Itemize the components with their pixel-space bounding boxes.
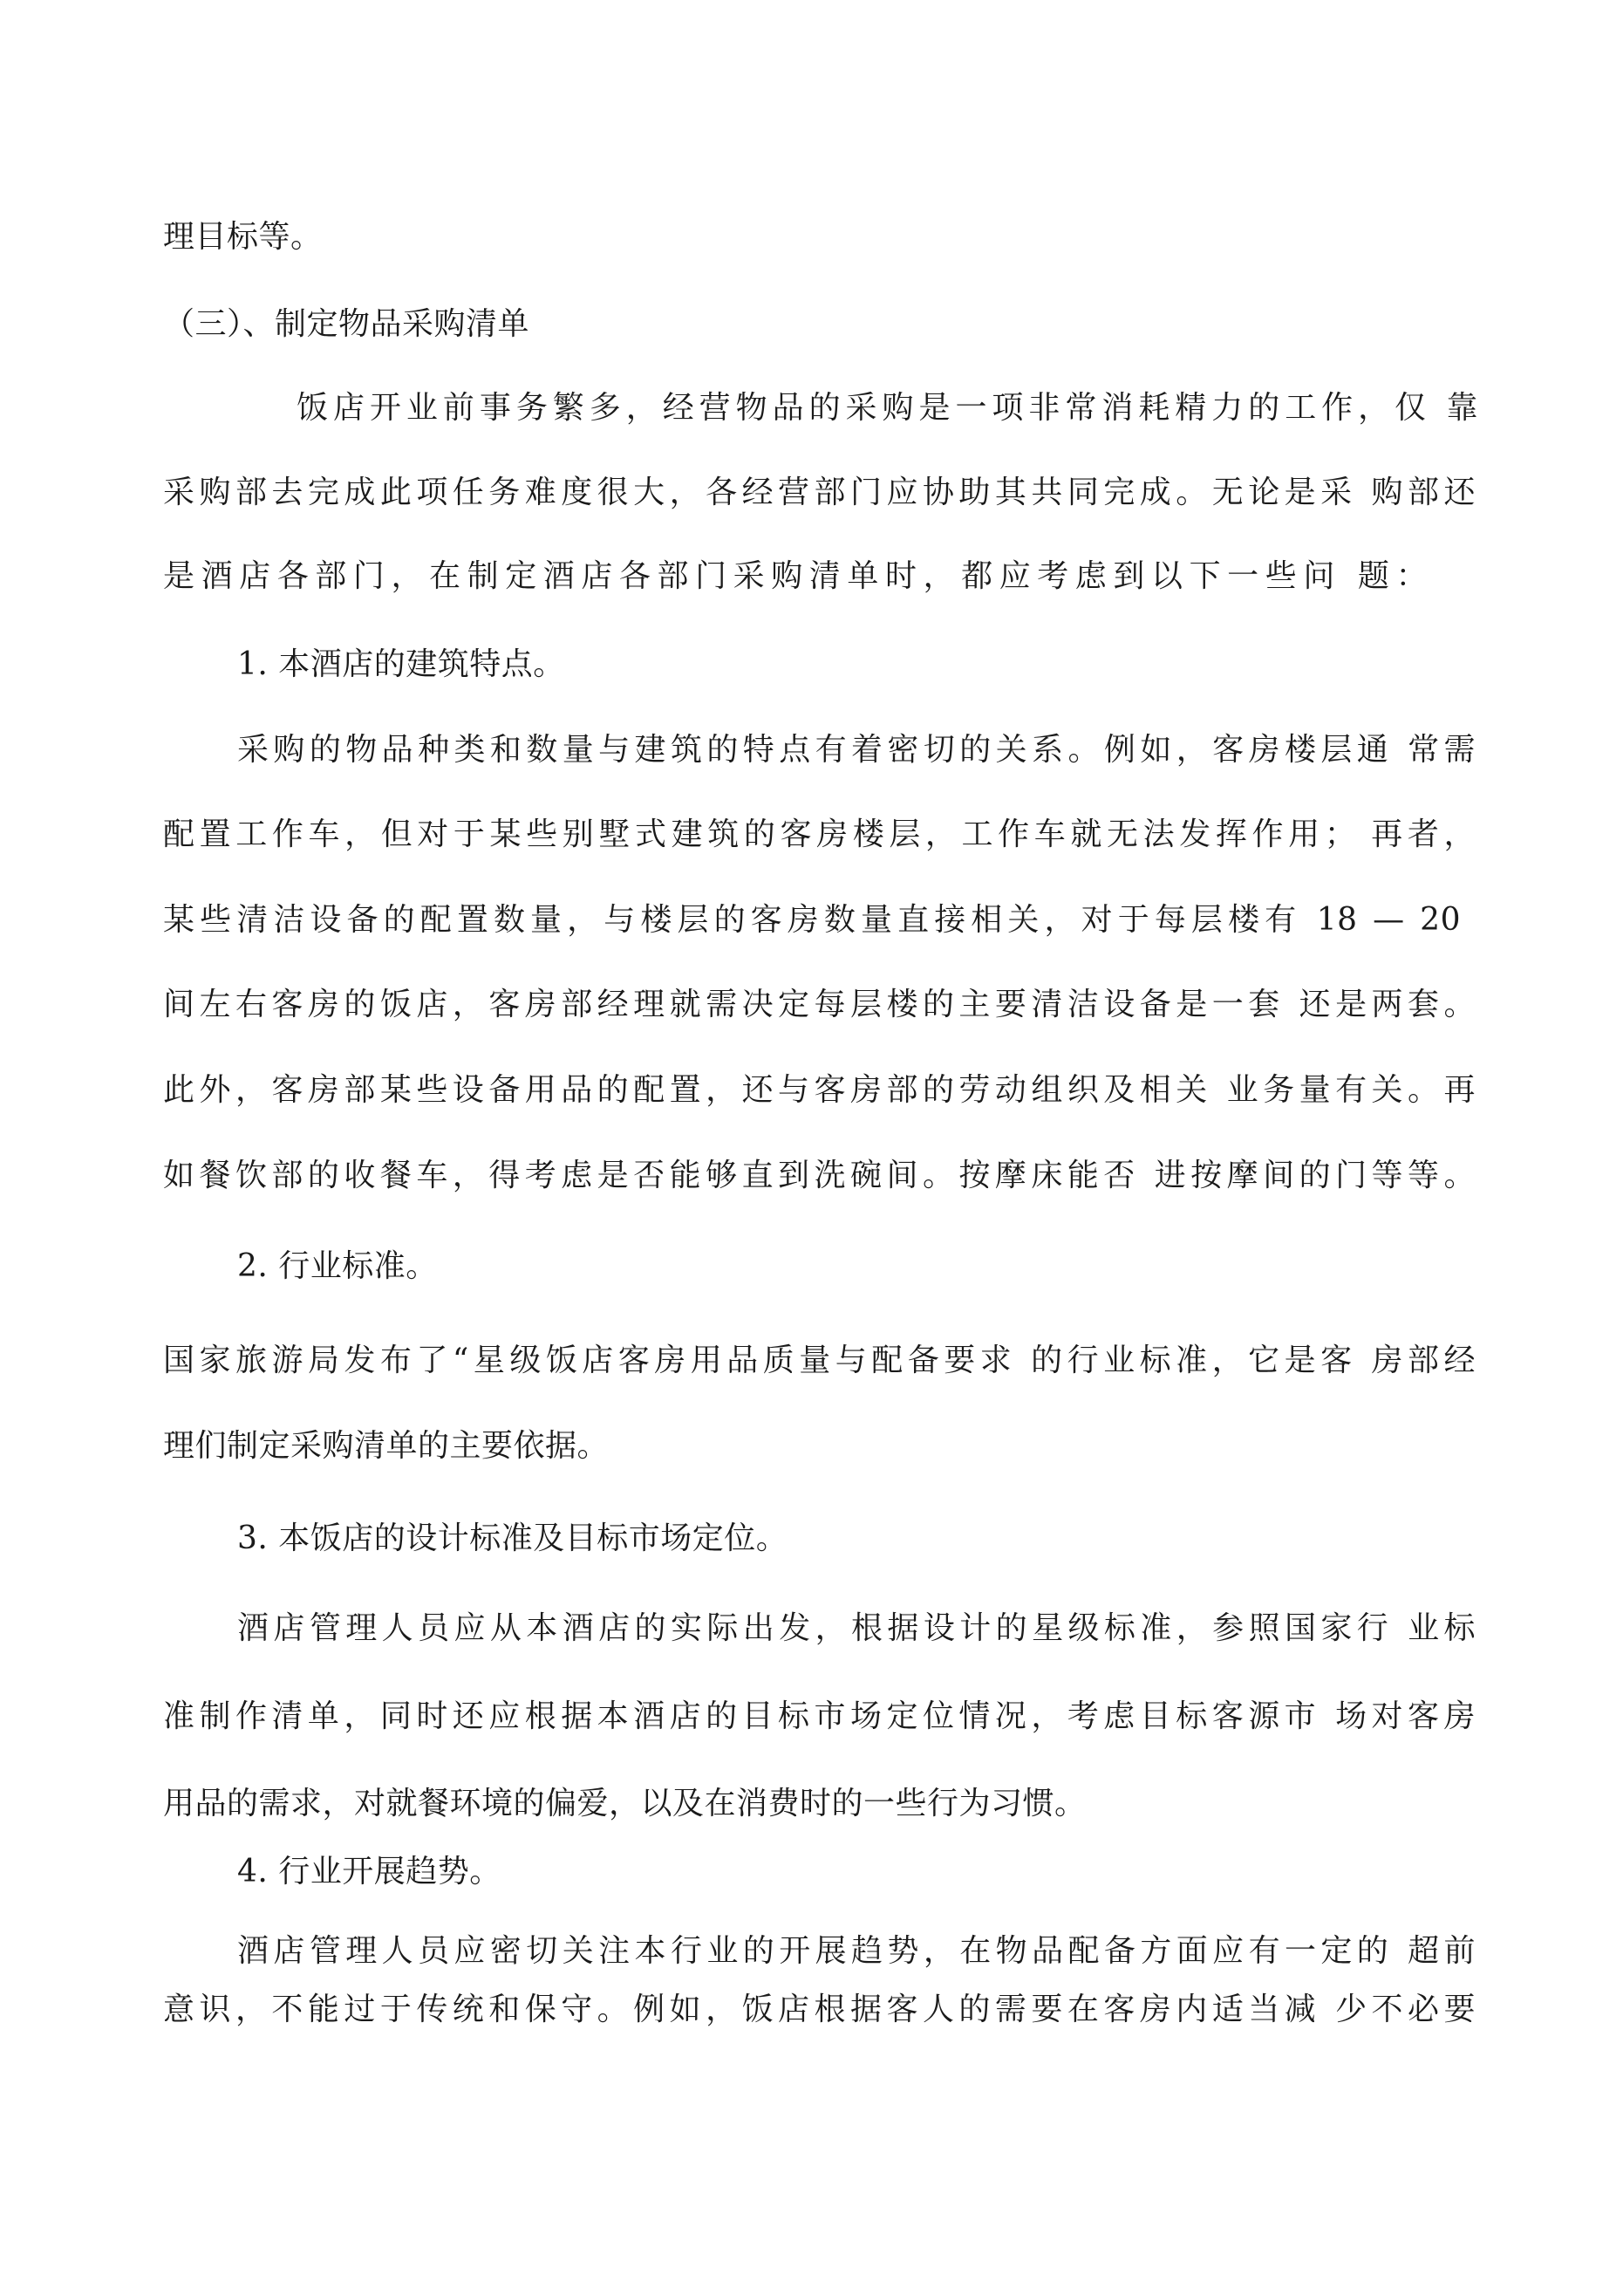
paragraph-line: 酒店管理人员应密切关注本行业的开展趋势，在物品配备方面应有一定的 超前 bbox=[237, 1933, 1476, 1969]
text-line: 理目标等。 bbox=[163, 219, 323, 255]
paragraph-line: 间左右客房的饭店，客房部经理就需决定每层楼的主要清洁设备是一套 还是两套。 bbox=[163, 987, 1476, 1022]
paragraph-line: 用品的需求，对就餐环境的偏爱，以及在消费时的一些行为习惯。 bbox=[163, 1786, 1087, 1821]
paragraph-line: 是酒店各部门，在制定酒店各部门采购清单时，都应考虑到以下一些问 题： bbox=[163, 558, 1428, 594]
paragraph-line: 饭店开业前事务繁多，经营物品的采购是一项非常消耗精力的工作，仅 靠 bbox=[297, 390, 1478, 426]
paragraph-line: 配置工作车，但对于某些别墅式建筑的客房楼层，工作车就无法发挥作用； 再者， bbox=[163, 817, 1476, 852]
paragraph-line: 采购的物品种类和数量与建筑的特点有着密切的关系。例如，客房楼层通 常需 bbox=[237, 732, 1476, 768]
paragraph-line: 准制作清单，同时还应根据本酒店的目标市场定位情况，考虑目标客源市 场对客房 bbox=[163, 1698, 1476, 1734]
paragraph-line: 如餐饮部的收餐车，得考虑是否能够直到洗碗间。按摩床能否 进按摩间的门等等。 bbox=[163, 1158, 1476, 1193]
list-item-heading: 1. 本酒店的建筑特点。 bbox=[237, 646, 565, 682]
paragraph-line: 某些清洁设备的配置数量，与楼层的客房数量直接相关，对于每层楼有 18 — 20 bbox=[163, 902, 1461, 938]
list-item-heading: 3. 本饭店的设计标准及目标市场定位。 bbox=[237, 1520, 788, 1556]
paragraph-line: 国家旅游局发布了“星级饭店客房用品质量与配备要求 的行业标准，它是客 房部经 bbox=[163, 1343, 1476, 1378]
paragraph-line: 采购部去完成此项任务难度很大，各经营部门应协助其共同完成。无论是采 购部还 bbox=[163, 475, 1476, 510]
section-heading: （三）、制定物品采购清单 bbox=[163, 306, 530, 342]
paragraph-line: 酒店管理人员应从本酒店的实际出发，根据设计的星级标准，参照国家行 业标 bbox=[237, 1610, 1476, 1646]
paragraph-line: 意识，不能过于传统和保守。例如，饭店根据客人的需要在客房内适当减 少不必要 bbox=[163, 1992, 1476, 2027]
paragraph-line: 此外，客房部某些设备用品的配置，还与客房部的劳动组织及相关 业务量有关。再 bbox=[163, 1072, 1476, 1108]
paragraph-line: 理们制定采购清单的主要依据。 bbox=[163, 1428, 610, 1464]
list-item-heading: 4. 行业开展趋势。 bbox=[237, 1854, 501, 1889]
list-item-heading: 2. 行业标准。 bbox=[237, 1248, 438, 1284]
